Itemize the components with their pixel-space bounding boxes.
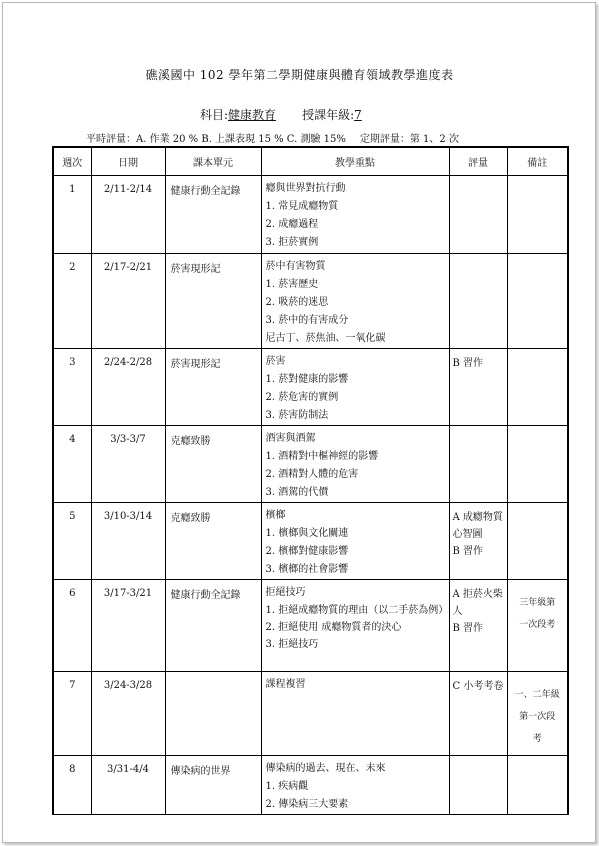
- date-cell: 3/31-4/4: [91, 756, 165, 815]
- note-cell: [507, 349, 568, 426]
- header-week: 週次: [53, 147, 91, 176]
- focus-line: 1. 菸對健康的影響: [265, 374, 349, 385]
- eval-cell: [449, 672, 507, 756]
- focus-line: 2. 吸菸的迷思: [265, 297, 329, 308]
- note-cell: [507, 580, 568, 672]
- focus-line: 1. 檳榔與文化關連: [265, 528, 349, 539]
- unit-cell: 菸害現形記: [165, 349, 261, 426]
- eval-cell: [449, 503, 507, 580]
- focus-line: 1. 菸害歷史: [265, 279, 319, 290]
- note-cell: [507, 503, 568, 580]
- table-header-row: [53, 147, 568, 176]
- note-cell: [507, 426, 568, 503]
- note-cell: [507, 756, 568, 815]
- date-cell: 3/17-3/21: [91, 580, 165, 672]
- date-cell: 3/10-3/14: [91, 503, 165, 580]
- date-cell: 2/17-2/21: [91, 254, 165, 349]
- subject-value: 健康教育: [228, 108, 277, 122]
- header-date: 日期: [91, 147, 165, 176]
- focus-cell: [261, 176, 449, 254]
- eval-cell: [449, 756, 507, 815]
- document-title: 礁溪國中 102 學年第二學期健康與體育領域教學進度表: [145, 68, 454, 82]
- header-unit: 課本單元: [165, 147, 261, 176]
- focus-line: 2. 酒精對人體的危害: [265, 469, 359, 480]
- focus-line: 3. 拒菸實例: [265, 237, 319, 248]
- focus-line: 3. 拒絕技巧: [265, 639, 319, 650]
- focus-line: 2. 檳榔對健康影響: [265, 546, 349, 557]
- week-cell: 3: [53, 349, 91, 426]
- eval-line: B 習作: [452, 358, 484, 369]
- focus-line: 3. 酒駕的代價: [265, 487, 329, 498]
- focus-cell: [261, 672, 449, 756]
- week-cell: 1: [53, 176, 91, 254]
- regular-evaluation: 平時評量：A. 作業 20 % B. 上課表現 15 % C. 測驗 15%: [86, 134, 346, 145]
- eval-cell: [449, 254, 507, 349]
- unit-cell: [165, 672, 261, 756]
- focus-line: 1. 酒精對中樞神經的影響: [265, 451, 379, 462]
- focus-line: 尼古丁、菸焦油、一氧化碳: [265, 333, 386, 344]
- unit-cell: 克癮致勝: [165, 426, 261, 503]
- eval-line: B 習作: [452, 546, 484, 557]
- unit-cell: 傳染病的世界: [165, 756, 261, 815]
- subject-line: [200, 106, 362, 123]
- week-cell: 5: [53, 503, 91, 580]
- focus-cell: [261, 349, 449, 426]
- focus-cell: [261, 426, 449, 503]
- grade-label: 授課年級:: [302, 108, 355, 122]
- eval-cell: [449, 580, 507, 672]
- note-cell: [507, 672, 568, 756]
- focus-cell: [261, 580, 449, 672]
- table-row: [53, 349, 568, 426]
- note-line: 考: [532, 734, 542, 744]
- week-cell: 6: [53, 580, 91, 672]
- table-row: [53, 176, 568, 254]
- focus-line: 3. 菸中的有害成分: [265, 315, 349, 326]
- unit-cell: 菸害現形記: [165, 254, 261, 349]
- header-eval: 評量: [449, 147, 507, 176]
- unit-cell: 健康行動全記錄: [165, 176, 261, 254]
- table-row: [53, 426, 568, 503]
- evaluation-line: [86, 130, 459, 145]
- note-cell: [507, 254, 568, 349]
- note-line: 第一次段: [519, 712, 556, 722]
- date-cell: 2/24-2/28: [91, 349, 165, 426]
- week-cell: 2: [53, 254, 91, 349]
- focus-line: 癮與世界對抗行動: [265, 183, 346, 194]
- unit-cell: 克癮致勝: [165, 503, 261, 580]
- table-row: [53, 672, 568, 756]
- week-cell: 4: [53, 426, 91, 503]
- focus-cell: [261, 503, 449, 580]
- eval-cell: [449, 426, 507, 503]
- focus-line: 傳染病的過去、現在、未來: [265, 763, 386, 774]
- focus-cell: [261, 254, 449, 349]
- note-line: 三年級第: [519, 598, 556, 608]
- eval-cell: [449, 349, 507, 426]
- focus-line: 菸害: [265, 356, 286, 367]
- eval-line: A 成癮物質心智圖: [452, 512, 503, 540]
- periodic-evaluation: 定期評量：第 1、2 次: [359, 134, 459, 145]
- focus-line: 1. 疾病觀: [265, 781, 309, 792]
- week-cell: 8: [53, 756, 91, 815]
- unit-cell: 健康行動全記錄: [165, 580, 261, 672]
- eval-cell: [449, 176, 507, 254]
- date-cell: 2/11-2/14: [91, 176, 165, 254]
- table-row: [53, 756, 568, 815]
- focus-line: 檳榔: [265, 510, 286, 521]
- eval-line: C 小考考卷: [452, 681, 504, 692]
- note-cell: [507, 176, 568, 254]
- schedule-table: [52, 146, 569, 815]
- focus-line: 拒絕技巧: [265, 587, 306, 598]
- header-focus: 教學重點: [261, 147, 449, 176]
- eval-line: B 習作: [452, 623, 484, 634]
- table-row: [53, 254, 568, 349]
- week-cell: 7: [53, 672, 91, 756]
- focus-line: 2. 拒絕使用 成癮物質者的決心: [265, 622, 402, 633]
- focus-line: 課程複習: [265, 679, 306, 690]
- header-note: 備註: [507, 147, 568, 176]
- date-cell: 3/3-3/7: [91, 426, 165, 503]
- focus-line: 1. 常見成癮物質: [265, 201, 339, 212]
- focus-line: 2. 成癮過程: [265, 219, 319, 230]
- subject-label: 科目:: [200, 108, 229, 122]
- table-row: [53, 503, 568, 580]
- focus-cell: [261, 756, 449, 815]
- focus-line: 3. 菸害防制法: [265, 410, 329, 421]
- note-line: 一、二年級: [514, 690, 560, 700]
- grade-value: 7: [354, 108, 362, 122]
- focus-line: 2. 傳染病三大要素: [265, 799, 349, 810]
- focus-line: 1. 拒絕成癮物質的理由（以二手菸為例）: [265, 605, 449, 616]
- table-row: [53, 580, 568, 672]
- date-cell: 3/24-3/28: [91, 672, 165, 756]
- focus-line: 菸中有害物質: [265, 261, 326, 272]
- focus-line: 2. 菸危害的實例: [265, 392, 339, 403]
- focus-line: 酒害與酒駕: [265, 433, 316, 444]
- note-line: 一次段考: [519, 620, 556, 630]
- eval-line: A 拒菸火柴人: [452, 589, 503, 617]
- focus-line: 3. 檳榔的社會影響: [265, 564, 349, 575]
